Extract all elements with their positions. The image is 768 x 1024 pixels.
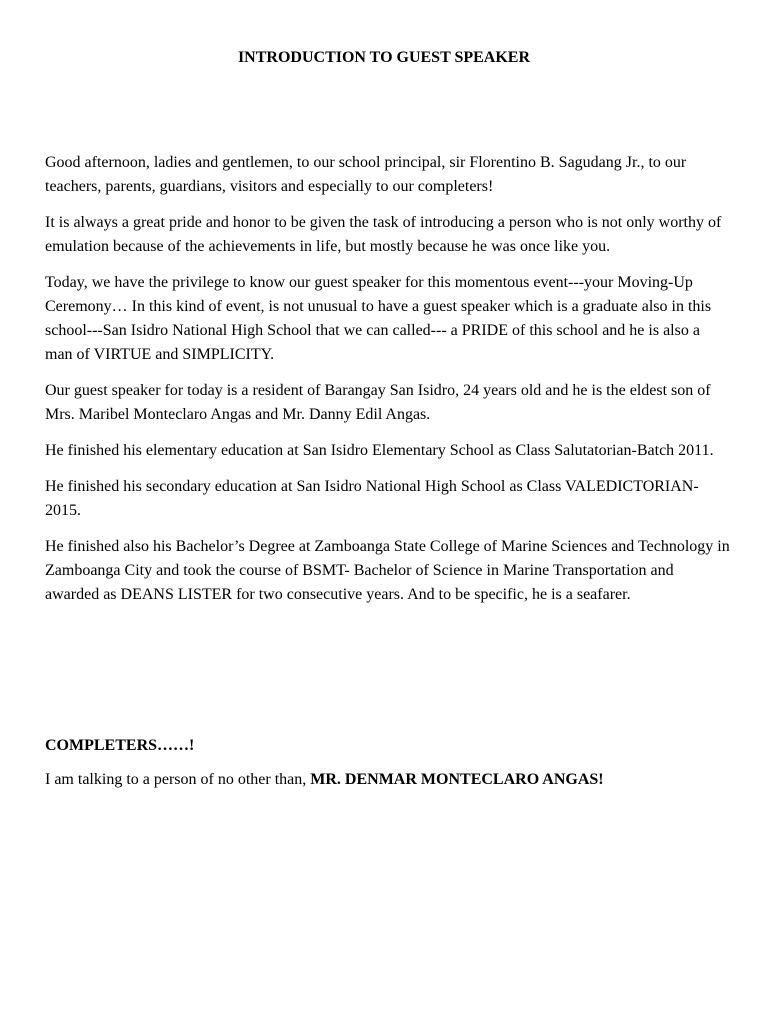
paragraph-bachelor: He finished also his Bachelor’s Degree at Zamboanga State College of Marine Sciences and Technology in Zamboanga City and took the course of BSMT- Bachelor of Science in Marine Transportation and awarded as DEANS LISTER for two consecutive years. And to be specific, he is a seafarer. [45,538,730,603]
closing-intro: I am talking to a person of no other than, [45,771,311,788]
document-body [45,151,730,619]
document-title: INTRODUCTION TO GUEST SPEAKER [237,49,531,66]
paragraph-resident: Our guest speaker for today is a resident of Barangay San Isidro, 24 years old and he is the eldest son of Mrs. Maribel Monteclaro Angas and Mr. Danny Edil Angas. [45,382,711,423]
paragraph-secondary: He finished his secondary education at San Isidro National High School as Class VALEDICTORIAN- 2015. [45,478,699,519]
closing-section [45,734,730,802]
paragraph-elementary: He finished his elementary education at San Isidro Elementary School as Class Salutatorian-Batch 2011. [45,442,714,459]
speaker-name: MR. DENMAR MONTECLARO ANGAS! [310,771,604,788]
paragraph-greeting: Good afternoon, ladies and gentlemen, to our school principal, sir Florentino B. Sagudang Jr., to our teachers, parents, guardians, visitors and especially to our completers! [45,154,687,195]
paragraph-pride: It is always a great pride and honor to be given the task of introducing a person who is not only worthy of emulation because of the achievements in life, but mostly because he was once like you. [45,214,722,255]
closing-heading: COMPLETERS……! [45,737,195,754]
paragraph-privilege: Today, we have the privilege to know our guest speaker for this momentous event---your Moving-Up Ceremony… In this kind of event, is not unusual to have a guest speaker which is a graduate also in this school---San Isidro National High School that we can called--- a PRIDE of this school and he is also a man of VIRTUE and SIMPLICITY. [45,274,712,363]
closing-line [45,768,730,792]
